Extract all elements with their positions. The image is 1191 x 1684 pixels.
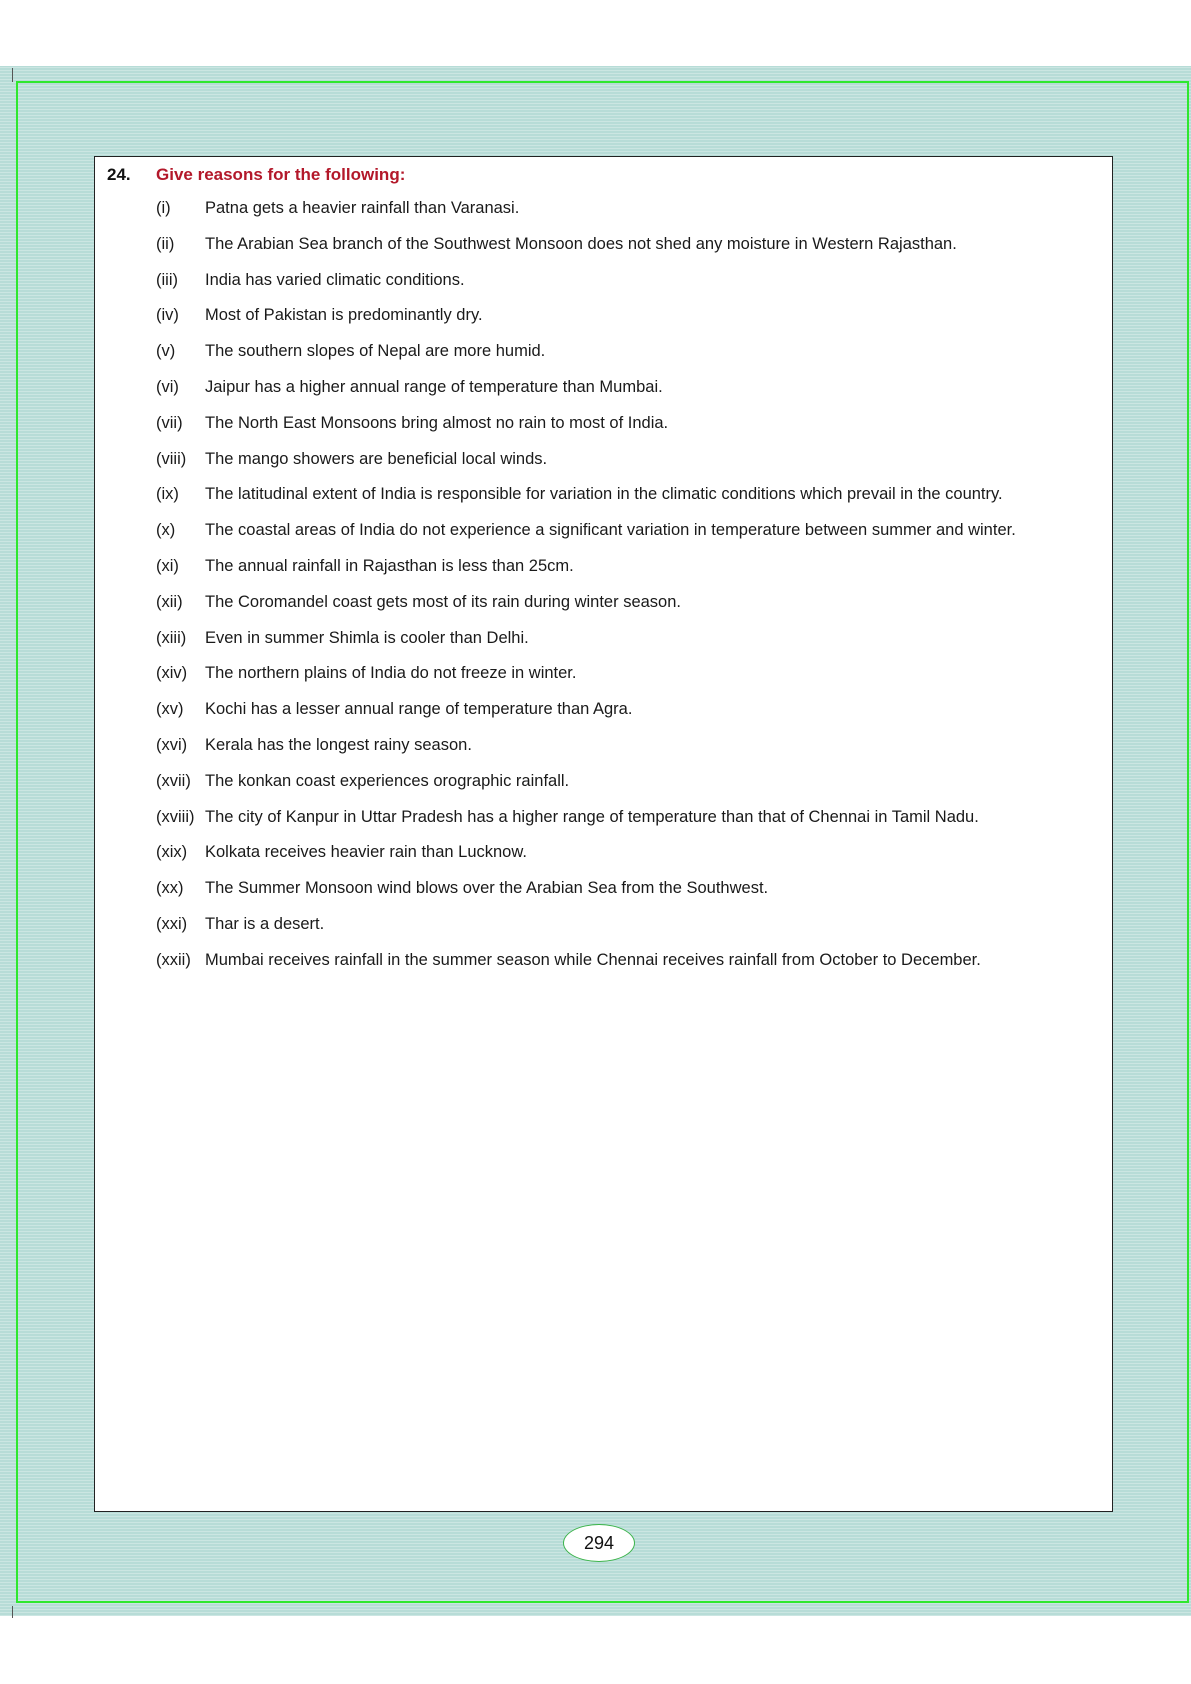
list-item [156,378,1116,414]
item-text: Even in summer Shimla is cooler than Delhi. [205,628,529,647]
item-number: (vi) [156,377,179,396]
item-number: (x) [156,521,176,540]
page-number-label: 294 [583,1532,615,1553]
list-item [156,879,1116,915]
item-text: The latitudinal extent of India is responsible for variation in the climatic conditions which prevail in the country. [205,485,1003,504]
item-text: The konkan coast experiences orographic rainfall. [205,771,570,790]
item-number: (xv) [156,700,184,719]
item-text: Kerala has the longest rainy season. [205,735,472,754]
item-number: (ix) [156,485,179,504]
list-item [156,414,1116,450]
list-item [156,772,1116,808]
list-item [156,306,1116,342]
item-text: Patna gets a heavier rainfall than Varanasi. [205,199,520,217]
list-item [156,271,1116,307]
item-text: The southern slopes of Nepal are more humid. [205,342,546,361]
item-text: India has varied climatic conditions. [205,270,465,289]
question-box [94,156,1113,1512]
list-item [156,199,1116,235]
item-number: (xiv) [156,664,188,683]
item-number: (xviii) [156,807,195,826]
question-number: 24. [107,165,131,184]
list-item [156,450,1116,486]
item-text: Jaipur has a higher annual range of temperature than Mumbai. [205,377,663,396]
list-item [156,664,1116,700]
item-text: The Arabian Sea branch of the Southwest Monsoon does not shed any moisture in Western Rajasthan. [205,234,957,253]
list-item [156,843,1116,879]
item-text: The Coromandel coast gets most of its rain during winter season. [205,592,681,611]
crop-mark-bottom [12,1606,13,1618]
list-item [156,593,1116,629]
list-item [156,235,1116,271]
item-number: (xii) [156,592,183,611]
item-number: (v) [156,342,176,361]
item-number: (xvi) [156,735,188,754]
list-item [156,915,1116,951]
item-text: The Summer Monsoon wind blows over the Arabian Sea from the Southwest. [205,879,769,898]
item-text: The northern plains of India do not freeze in winter. [205,664,577,683]
question-items [156,199,1116,987]
item-number: (xx) [156,879,184,898]
item-number: (xix) [156,843,188,862]
item-number: (i) [156,199,171,217]
list-item [156,629,1116,665]
item-number: (xxi) [156,914,188,933]
item-text: The annual rainfall in Rajasthan is less than 25cm. [205,556,574,575]
item-text: Kochi has a lesser annual range of temperature than Agra. [205,700,633,719]
list-item [156,736,1116,772]
item-number: (viii) [156,449,187,468]
list-item [156,521,1116,557]
item-text: Thar is a desert. [205,914,325,933]
item-text: Kolkata receives heavier rain than Lucknow. [205,843,527,862]
page-number [563,1524,635,1562]
item-number: (vii) [156,413,183,432]
item-number: (xvii) [156,771,191,790]
item-text: The mango showers are beneficial local winds. [205,449,548,468]
list-item [156,485,1116,521]
item-number: (ii) [156,234,175,253]
item-text: The coastal areas of India do not experience a significant variation in temperature between summer and winter. [205,521,1016,540]
question-heading: Give reasons for the following: [156,165,406,184]
item-text: The North East Monsoons bring almost no rain to most of India. [205,413,669,432]
item-number: (xi) [156,556,179,575]
item-number: (xiii) [156,628,187,647]
item-text: Mumbai receives rainfall in the summer season while Chennai receives rainfall from October to December. [205,950,981,969]
item-text: The city of Kanpur in Uttar Pradesh has a higher range of temperature than that of Chennai in Tamil Nadu. [205,807,979,826]
list-item [156,951,1116,987]
list-item [156,700,1116,736]
list-item [156,808,1116,844]
item-number: (iv) [156,306,179,325]
list-item [156,342,1116,378]
list-item [156,557,1116,593]
item-number: (xxii) [156,950,191,969]
item-number: (iii) [156,270,178,289]
item-text: Most of Pakistan is predominantly dry. [205,306,483,325]
crop-mark-top [12,68,13,82]
